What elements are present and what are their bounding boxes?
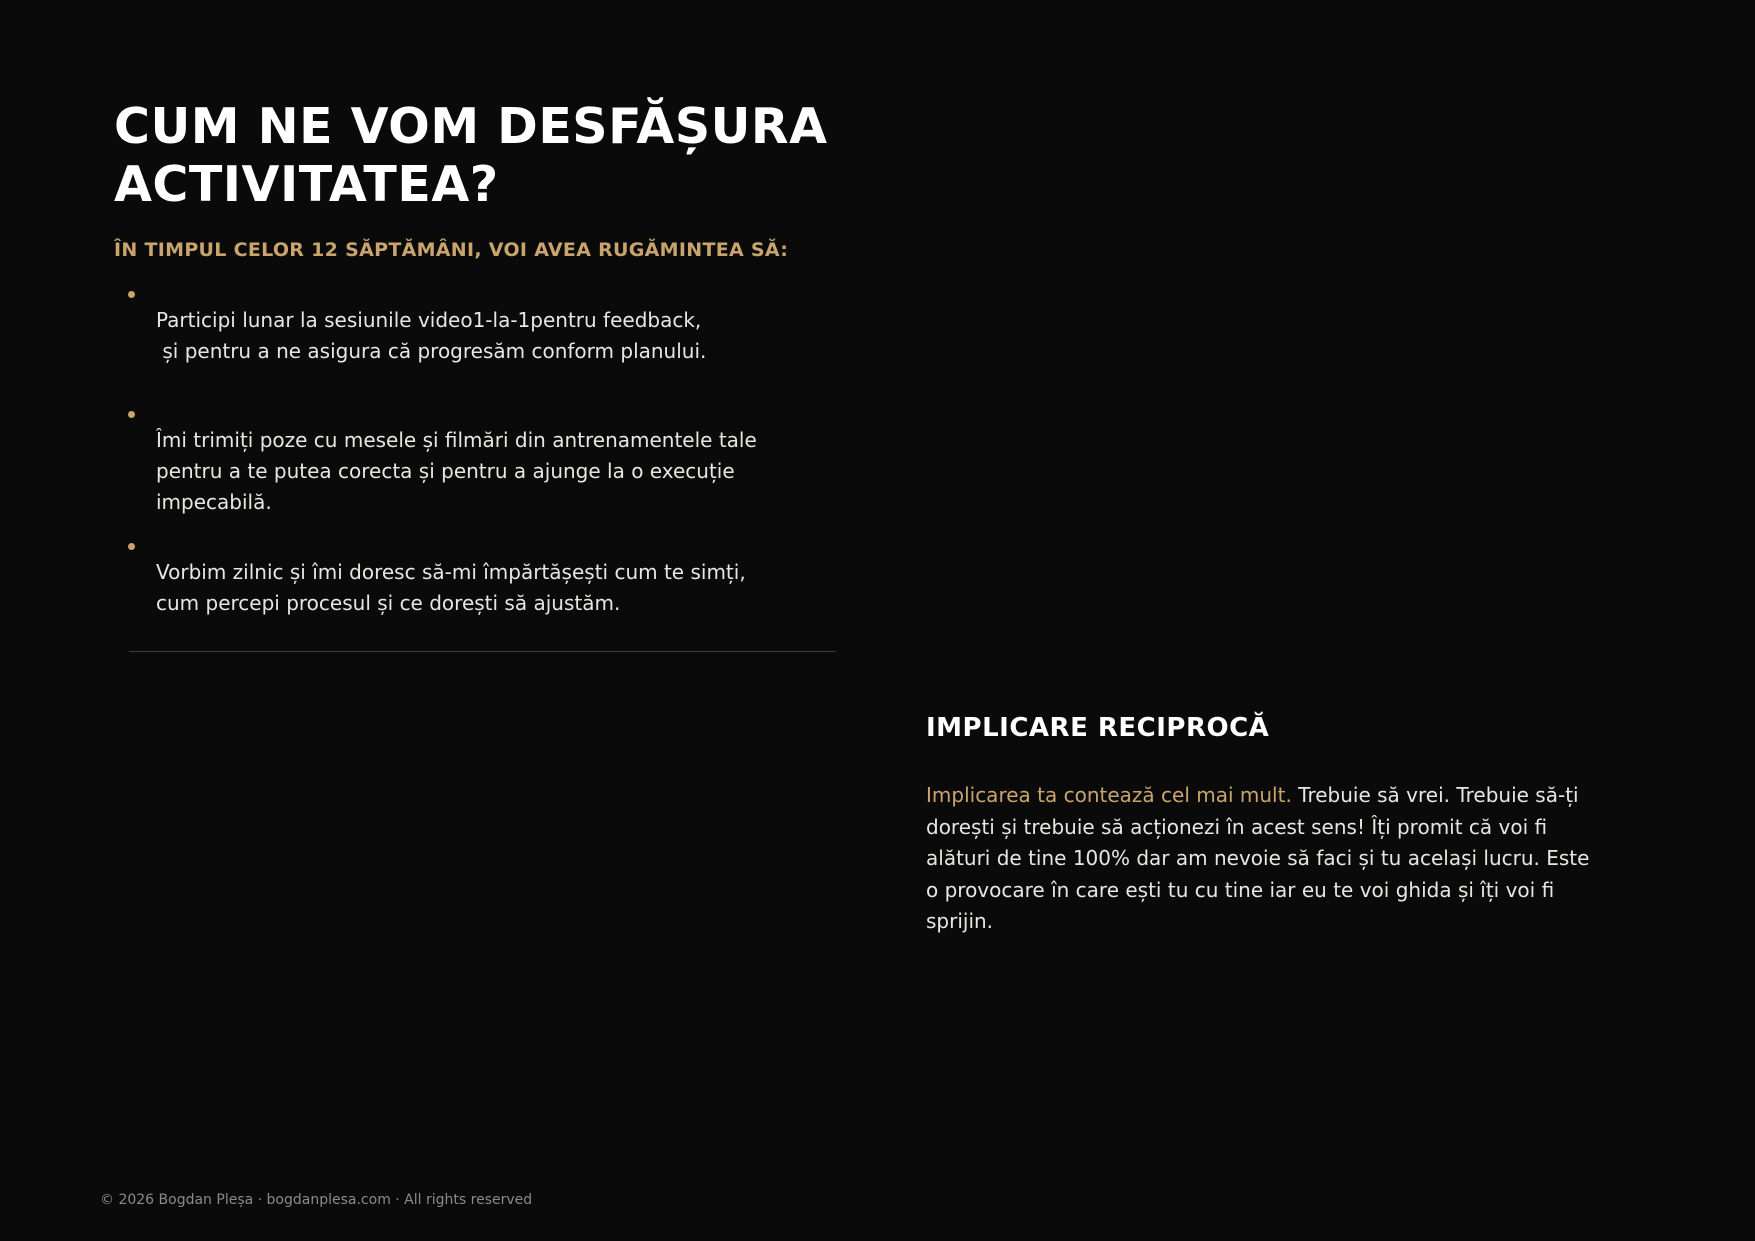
bullet-1-line-1: Participi lunar la sesiunile video1-la-1pentru feedback, — [156, 308, 702, 332]
section-body-line-4: o provocare în care ești tu cu tine iar eu te voi ghida și îți voi fi — [926, 877, 1555, 902]
section-accent-text: Implicarea ta contează cel mai mult. — [926, 783, 1292, 807]
bullet-2-line-2: pentru a te putea corecta și pentru a ajunge la o execuție — [156, 459, 735, 483]
bullet-dot-icon — [128, 291, 135, 298]
subtitle: ÎN TIMPUL CELOR 12 SĂPTĂMÂNI, VOI AVEA RUGĂMINTEA SĂ: — [114, 239, 789, 261]
footer-copyright: © 2026 Bogdan Pleșa · bogdanplesa.com · All rights reserved — [100, 1192, 533, 1208]
section-title: IMPLICARE RECIPROCĂ — [926, 713, 1270, 743]
bullet-3-line-2: cum percepi procesul și ce dorești să ajustăm. — [156, 591, 621, 615]
bullet-3-line-1: Vorbim zilnic și îmi doresc să-mi împărtășești cum te simți, — [156, 560, 746, 584]
page-title-line-1: CUM NE VOM DESFĂȘURA — [114, 98, 828, 155]
bullet-dot-icon — [128, 411, 135, 418]
section-line-1-rest: Trebuie să vrei. Trebuie să-ți — [1291, 783, 1579, 807]
section-body-line-2: dorești și trebuie să acționezi în acest sens! Îți promit că voi fi — [926, 814, 1548, 839]
page-title — [114, 98, 894, 214]
bullet-item-3 — [114, 535, 916, 619]
bullet-2-line-1: Îmi trimiți poze cu mesele și filmări din antrenamentele tale — [156, 428, 757, 452]
section-body-line-1 — [926, 780, 1666, 812]
section-body — [926, 780, 1666, 938]
section-body-line-3: alături de tine 100% dar am nevoie să faci și tu același lucru. Este — [926, 846, 1590, 870]
bullet-dot-icon — [128, 543, 135, 550]
page-title-line-2: ACTIVITATEA? — [114, 156, 499, 213]
bullet-2-line-3: impecabilă. — [156, 490, 272, 514]
section-body-line-5: sprijin. — [926, 909, 994, 933]
bullet-1-line-2: și pentru a ne asigura că progresăm conform planului. — [156, 339, 707, 363]
bullet-item-1 — [114, 283, 916, 367]
divider — [129, 651, 836, 652]
bullet-item-2 — [114, 403, 916, 518]
